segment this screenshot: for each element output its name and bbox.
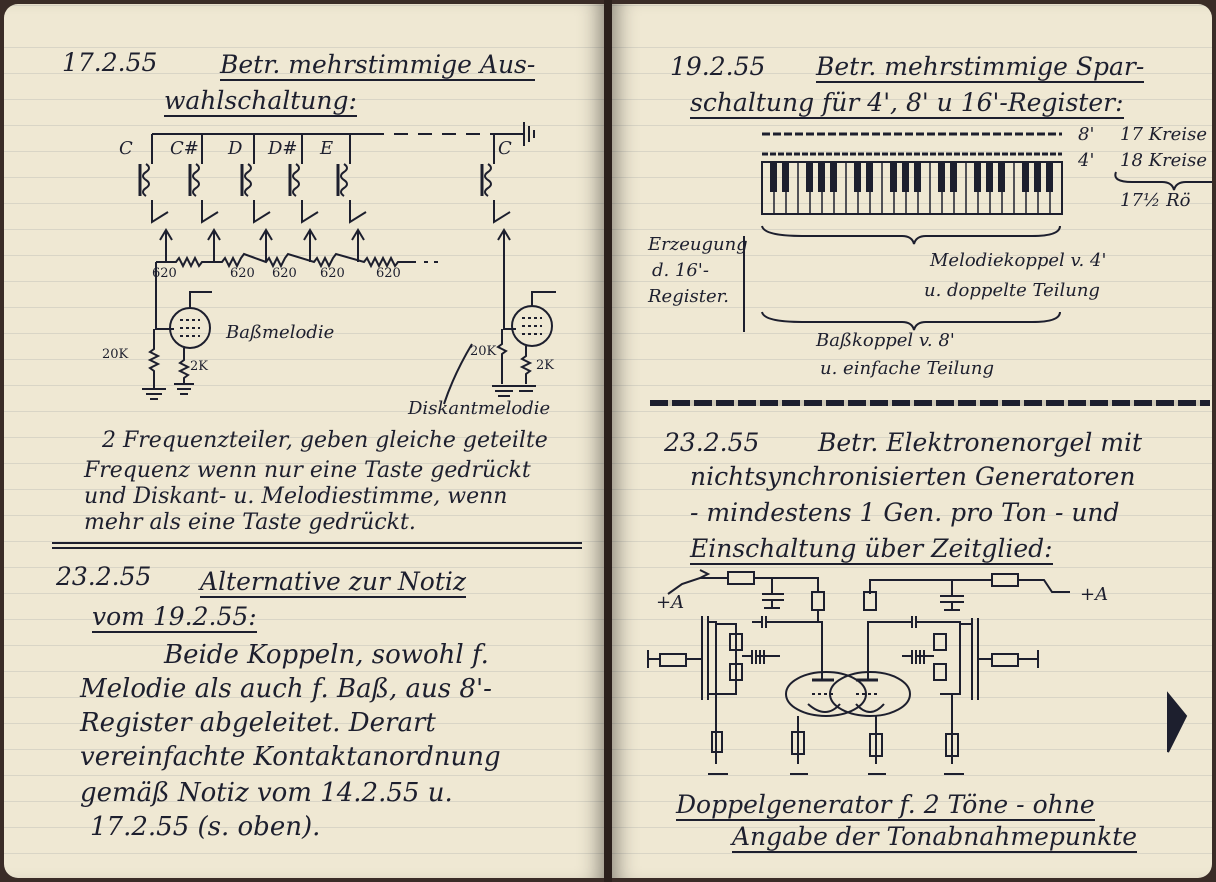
resistor-label: 620 [152, 266, 177, 281]
double-generator-circuit [612, 4, 1212, 878]
note-text-line: Beide Koppeln, sowohl f. [164, 640, 489, 670]
entry-title-continued: schaltung für 4', 8' u 16'-Register: [690, 88, 1124, 117]
plus-a-label: +A [656, 592, 685, 613]
entry-title-continued: wahlschaltung: [164, 86, 357, 115]
diagram-caption: Doppelgenerator f. 2 Töne - ohne [676, 790, 1095, 819]
resistor-value-label: 20K [470, 344, 497, 359]
note-text-line: Frequenz wenn nur eine Taste gedrückt [84, 458, 531, 483]
bass-coupler-label: Baßkoppel v. 8' [816, 330, 955, 351]
side-label-line: d. 16'- [652, 260, 709, 281]
register-label-8ft: 8' [1078, 124, 1095, 145]
note-label: D# [268, 138, 298, 159]
resistor-label: 620 [230, 266, 255, 281]
note-text-line: gemäß Notiz vom 14.2.55 u. [80, 778, 453, 808]
note-text-line: vereinfachte Kontaktanordnung [80, 742, 501, 772]
plus-a-label: +A [1080, 584, 1109, 605]
note-text-line: 17.2.55 (s. oben). [90, 812, 321, 842]
entry-date: 23.2.55 [664, 428, 760, 457]
note-text-line: Melodie als auch f. Baß, aus 8'- [80, 674, 492, 704]
key-stage [190, 134, 218, 222]
entry-title: Betr. Elektronenorgel mit [818, 428, 1143, 457]
entry-title: Betr. mehrstimmige Spar- [816, 52, 1145, 81]
key-stage [290, 134, 318, 222]
entry-title: Betr. mehrstimmige Aus- [220, 50, 536, 79]
entry-title-continued: Einschaltung über Zeitglied: [690, 534, 1053, 563]
divider-circuit-diagram [4, 4, 604, 404]
melody-coupler-label: Melodiekoppel v. 4' [930, 250, 1107, 271]
key-stage [482, 134, 510, 222]
entry-title-continued: nichtsynchronisierten Generatoren [690, 462, 1136, 491]
entry-title-continued: vom 19.2.55: [92, 602, 257, 631]
note-label: C [498, 138, 512, 159]
resistor-label: 620 [376, 266, 401, 281]
circuit-count: 17 Kreise [1120, 124, 1207, 145]
resistor-label: 620 [272, 266, 297, 281]
note-label: E [320, 138, 334, 159]
notebook-gutter [604, 0, 612, 882]
key-stage [338, 134, 366, 222]
key-stage [140, 134, 168, 222]
left-page [4, 4, 604, 878]
side-label-line: Erzeugung [648, 234, 748, 255]
diagram-caption: Angabe der Tonabnahmepunkte [732, 822, 1138, 851]
note-label: C [119, 138, 133, 159]
tube-count: 17½ Rö [1120, 190, 1191, 211]
note-text-line: Register abgeleitet. Derart [80, 708, 436, 738]
resistor-value-label: 2K [536, 358, 554, 373]
treble-melody-label: Diskantmelodie [408, 398, 551, 419]
resistor-value-label: 2K [190, 359, 208, 374]
resistor-value-label: 20K [102, 347, 129, 362]
bass-coupler-label: u. einfache Teilung [820, 358, 994, 379]
right-page [612, 4, 1212, 878]
section-divider [52, 542, 582, 544]
note-text-line: 2 Frequenzteiler, geben gleiche geteilte [102, 428, 548, 453]
note-label: D [228, 138, 243, 159]
note-text-line: mehr als eine Taste gedrückt. [84, 510, 416, 535]
bass-melody-label: Baßmelodie [226, 322, 335, 343]
entry-date: 23.2.55 [56, 562, 152, 591]
register-label-4ft: 4' [1078, 150, 1095, 171]
resistor-label: 620 [320, 266, 345, 281]
entry-date: 19.2.55 [670, 52, 766, 81]
key-stage [242, 134, 270, 222]
note-text-line: und Diskant- u. Melodiestimme, wenn [84, 484, 508, 509]
entry-date: 17.2.55 [62, 48, 158, 77]
note-label: C# [170, 138, 199, 159]
melody-coupler-label: u. doppelte Teilung [924, 280, 1100, 301]
entry-title-continued: - mindestens 1 Gen. pro Ton - und [690, 498, 1120, 527]
section-divider [52, 547, 582, 549]
circuit-count: 18 Kreise [1120, 150, 1207, 171]
side-label-line: Register. [648, 286, 729, 307]
entry-title: Alternative zur Notiz [200, 567, 467, 596]
